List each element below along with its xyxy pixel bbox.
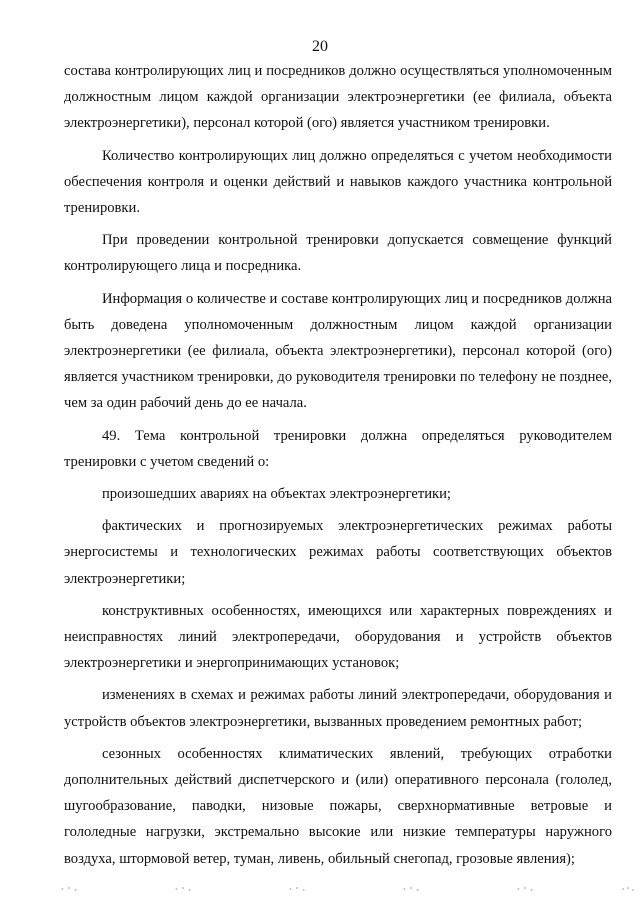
list-item-accidents: произошедших авариях на объектах электроэнергетики; xyxy=(102,486,451,503)
paragraph-combined-functions: При проведении контрольной тренировки допускается совмещение функций контролирующего лица и посредника. xyxy=(64,232,612,275)
paragraph-information-delivery: Информация о количестве и составе контролирующих лиц и посредников должна быть доведена уполномоченным должностным лицом каждой организации электроэнергетики (ее филиала, объекта электроэнергетики), персонал которой (ого) является участником тренировки, до руководителя тренировки по телефону не позднее, чем за один рабочий день до ее начала. xyxy=(64,290,612,412)
scan-artifacts xyxy=(0,878,640,900)
list-item-scheme-changes: изменениях в схемах и режимах работы линий электропередачи, оборудования и устройств объектов электроэнергетики, вызванных проведением ремонтных работ; xyxy=(64,687,612,730)
list-item-design-features: конструктивных особенностях, имеющихся или характерных повреждениях и неисправностях линий электропередачи, оборудования и устройств объектов электроэнергетики и энергопринимающих установок; xyxy=(64,602,612,672)
paragraph-item-49: 49. Тема контрольной тренировки должна определяться руководителем тренировки с учетом сведений о: xyxy=(64,427,612,470)
paragraph-continuation: состава контролирующих лиц и посредников должно осуществляться уполномоченным должностным лицом каждой организации электроэнергетики (ее филиала, объекта электроэнергетики), персонал которой (ого) является участником тренировки. xyxy=(64,63,612,132)
document-body xyxy=(64,58,612,872)
list-item-modes: фактических и прогнозируемых электроэнергетических режимах работы энергосистемы и технологических режимах работы соответствующих объектов электроэнергетики; xyxy=(64,518,612,587)
page-number: 20 xyxy=(312,38,328,55)
paragraph-controllers-count: Количество контролирующих лиц должно определяться с учетом необходимости обеспечения контроля и оценки действий и навыков каждого участника контрольной тренировки. xyxy=(64,147,612,217)
list-item-seasonal-features: сезонных особенностях климатических явлений, требующих отработки дополнительных действий диспетчерского и (или) оперативного персонала (гололед, шугообразование, паводки, низовые пожары, сверхнормативные ветровые и гололедные нагрузки, экстремально высокие или низкие температуры наружного воздуха, штормовой ветер, туман, ливень, обильный снегопад, грозовые явления); xyxy=(64,745,612,867)
